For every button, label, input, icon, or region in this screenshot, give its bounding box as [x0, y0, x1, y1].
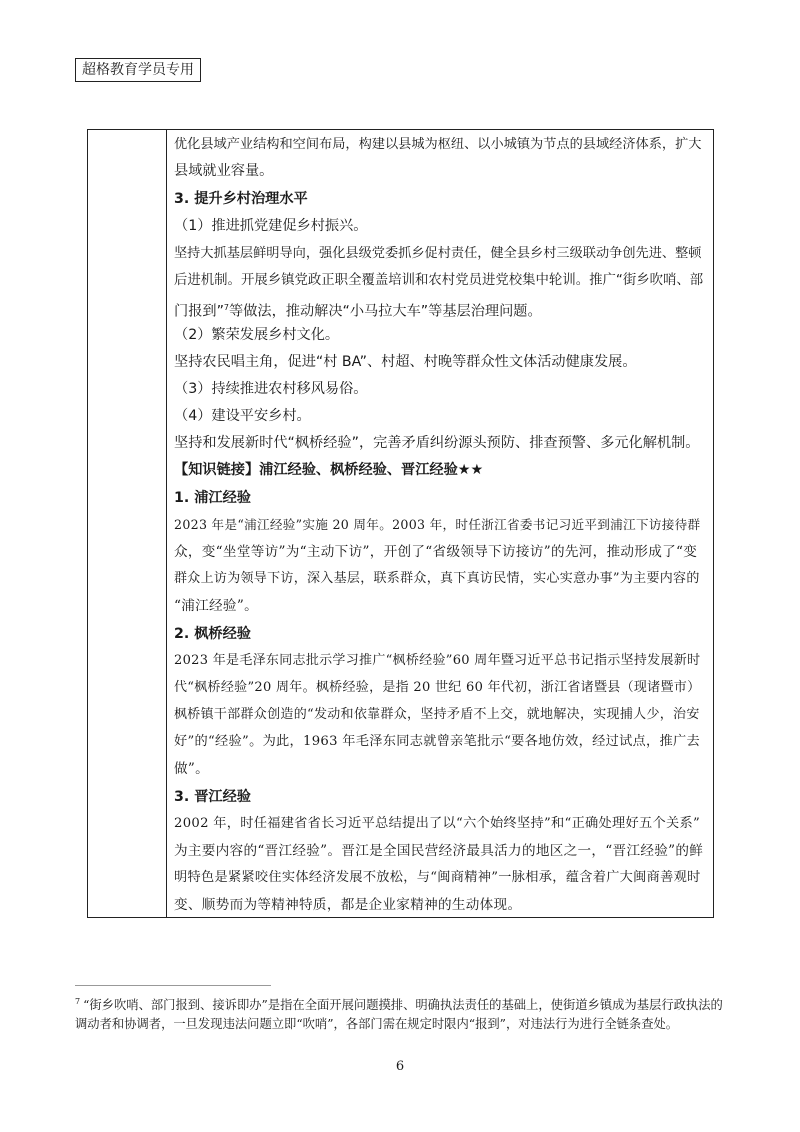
- body-line: 2002 年，时任福建省省长习近平总结提出了以“六个始终坚持”和“正确处理好五个关系”: [174, 816, 700, 831]
- body-line: 好”的“经验”。为此，1963 年毛泽东同志就曾亲笔批示“要各地仿效，经过试点，推广去: [174, 734, 700, 749]
- body-line: 枫桥镇干部群众创造的“发动和依靠群众，坚持矛盾不上交，就地解决，实现捕人少，治安: [174, 707, 700, 722]
- body-line: 为主要内容的“晋江经验”。晋江是全国民营经济最具活力的地区之一，“晋江经验”的鲜: [174, 843, 704, 859]
- footnote-marker: 7: [75, 997, 81, 1006]
- body-line: 群众上访为领导下访，深入基层，联系群众，真下真访民情，实心实意办事”为主要内容的: [174, 571, 700, 586]
- footnote-line: 调动者和协调者，一旦发现违法问题立即“吹哨”，各部门需在规定时限内“报到”，对违法行为进行全链条查处。: [75, 1017, 679, 1031]
- body-line: “浦江经验”。: [174, 598, 258, 614]
- body-line: 2023 年是毛泽东同志批示学习推广“枫桥经验”60 周年暨习近平总书记指示坚持发展新时: [174, 653, 701, 668]
- sub-heading: （2）繁荣发展乡村文化。: [174, 327, 340, 343]
- header-tag: 超格教育学员专用: [75, 58, 201, 82]
- knowledge-title: 1. 浦江经验: [174, 490, 251, 506]
- footnote-ref[interactable]: 7: [223, 303, 230, 312]
- sub-heading: （4）建设平安乡村。: [174, 408, 311, 424]
- footnote-line: [75, 993, 723, 1014]
- body-line: 县域就业容量。: [174, 163, 274, 179]
- sub-heading: （3）持续推进农村移风易俗。: [174, 381, 368, 397]
- body-line: 坚持和发展新时代“枫桥经验”，完善矛盾纠纷源头预防、排查预警、多元化解机制。: [174, 435, 700, 451]
- page-number: 6: [395, 1059, 405, 1074]
- body-line: 2023 年是“浦江经验”实施 20 周年。2003 年，时任浙江省委书记习近平到浦江下访接待群: [174, 517, 701, 532]
- footnote-divider: [75, 985, 271, 986]
- text-span: 等做法，推动解决“小马拉大车”等基层治理问题。: [229, 303, 542, 320]
- body-line: 优化县域产业结构和空间布局，构建以县城为枢纽、以小城镇为节点的县域经济体系，扩大: [174, 137, 702, 152]
- knowledge-title: 2. 枫桥经验: [174, 626, 251, 642]
- table-left-column: [88, 130, 167, 917]
- section-heading: 3. 提升乡村治理水平: [174, 191, 308, 207]
- sub-heading: （1）推进抓党建促乡村振兴。: [174, 218, 368, 234]
- body-line: 后进机制。开展乡镇党政正职全覆盖培训和农村党员进党校集中轮训。推广“街乡吹哨、部: [174, 273, 704, 288]
- body-line: 坚持大抓基层鲜明导向，强化县级党委抓乡促村责任，健全县乡村三级联动争创先进、整顿: [174, 246, 702, 261]
- body-line: 坚持农民唱主角，促进“村 BA”、村超、村晚等群众性文体活动健康发展。: [174, 354, 637, 370]
- body-line: 变、顺势而为等精神特质，都是企业家精神的生动体现。: [174, 897, 522, 913]
- text-span: 门报到”: [174, 303, 224, 320]
- body-line: 明特色是紧紧咬住实体经济发展不放松，与“闽商精神”一脉相承，蕴含着广大闽商善观时: [174, 870, 701, 885]
- body-line: 众，变“坐堂等访”为“主动下访”，开创了“省级领导下访接访”的先河，推动形成了“变: [174, 544, 698, 560]
- body-line: [174, 298, 542, 322]
- content-table: [87, 129, 714, 918]
- body-line: 做”。: [174, 761, 210, 777]
- knowledge-link-heading: 【知识链接】浦江经验、枫桥经验、晋江经验★★: [174, 462, 484, 478]
- knowledge-title: 3. 晋江经验: [174, 789, 251, 805]
- body-line: 代“枫桥经验”20 周年。枫桥经验，是指 20 世纪 60 年代初，浙江省诸暨县（现诸暨市）: [174, 680, 701, 695]
- footnote-text: “街乡吹哨、部门报到、接诉即办”是指在全面开展问题摸排、明确执法责任的基础上，使街道乡镇成为基层行政执法的: [83, 998, 723, 1013]
